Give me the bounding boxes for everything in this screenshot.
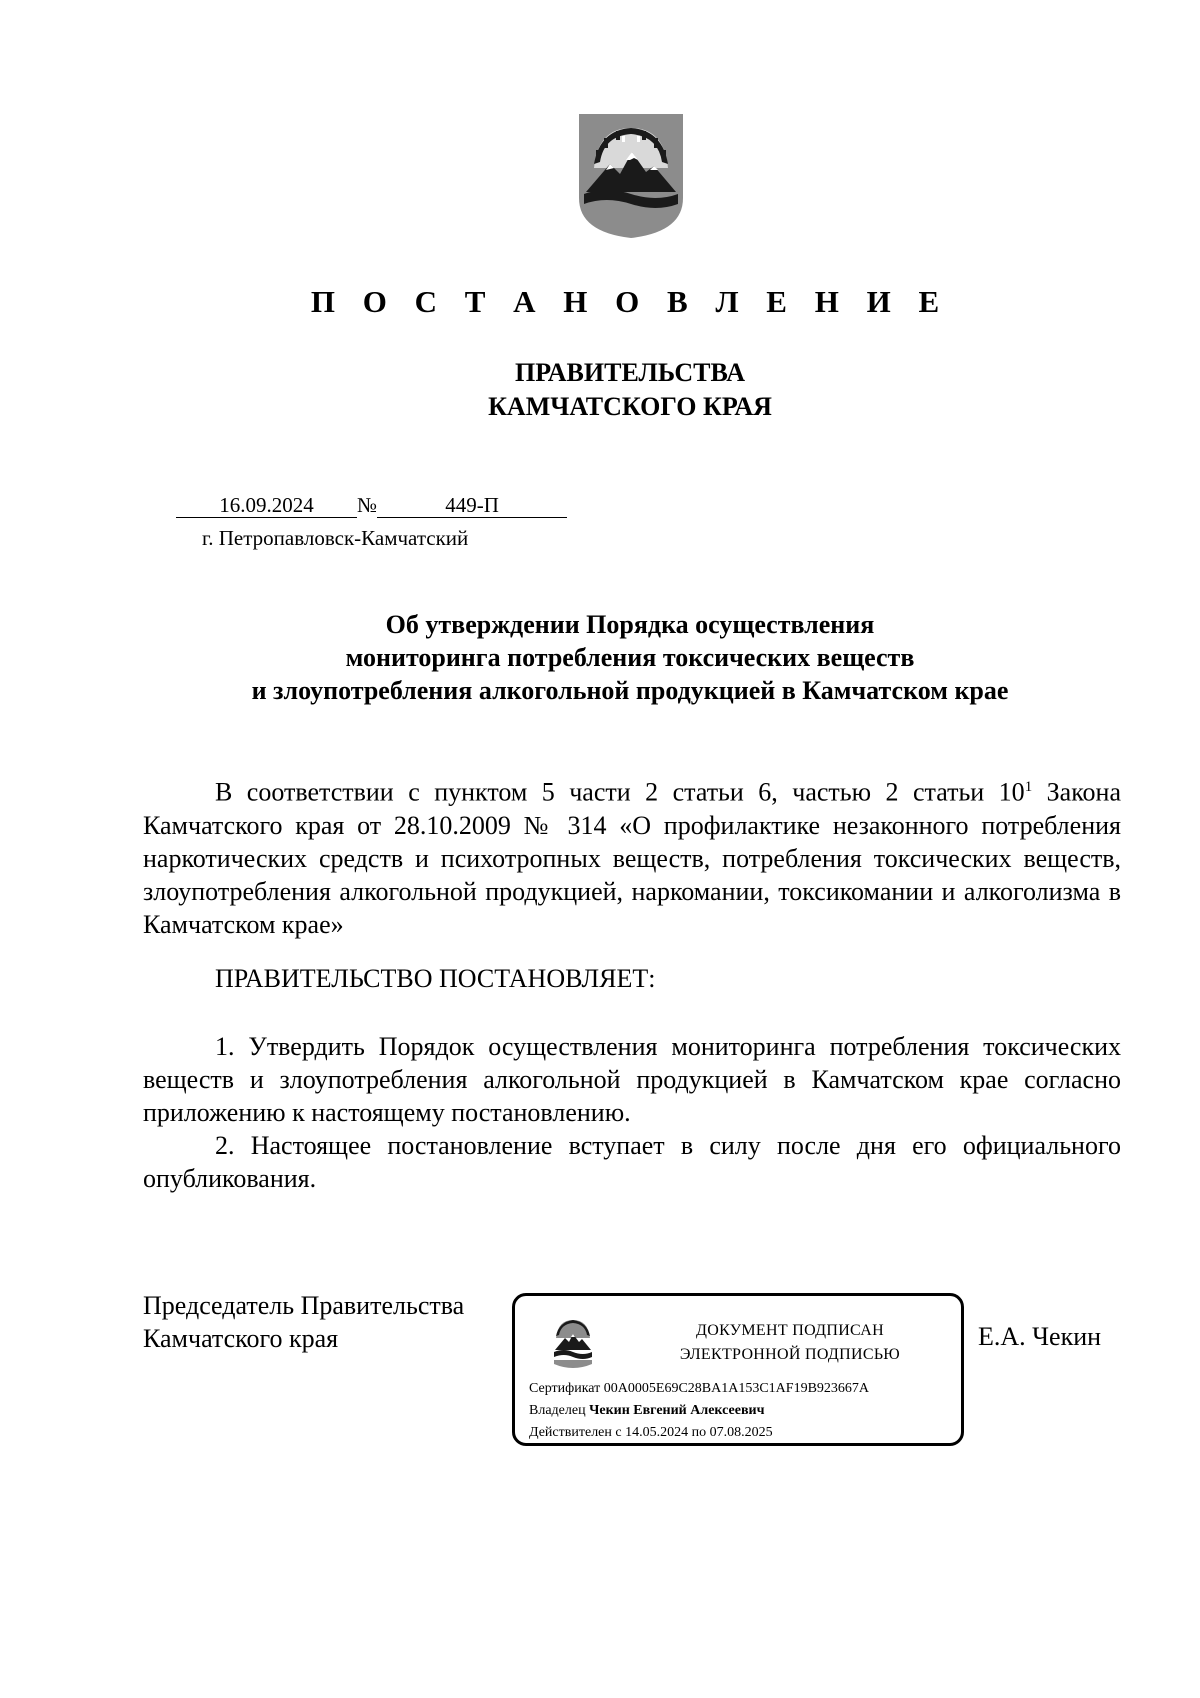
stamp-title-line-2: ЭЛЕКТРОННОЙ ПОДПИСЬЮ [679, 1346, 901, 1363]
stamp-title-line-1: ДОКУМЕНТ ПОДПИСАН [696, 1322, 884, 1339]
city: г. Петропавловск-Камчатский [202, 526, 469, 550]
stamp-certificate [529, 1381, 869, 1397]
stamp-owner-label: Владелец [529, 1403, 586, 1418]
signer-position [143, 1289, 464, 1355]
stamp-valid-label: Действителен с [529, 1425, 622, 1440]
document-type-title: П О С Т А Н О В Л Е Н И Е [310, 284, 950, 319]
stamp-coat-of-arms-icon [552, 1316, 594, 1372]
stamp-valid-from: 14.05.2024 [625, 1425, 689, 1440]
document-number: 449-П [377, 493, 567, 518]
stamp-owner-value: Чекин Евгений Алексеевич [589, 1403, 765, 1418]
stamp-owner [529, 1403, 764, 1419]
stamp-cert-label: Сертификат [529, 1381, 601, 1396]
coat-of-arms-icon [576, 110, 686, 240]
preamble-text: В соответствии с пунктом 5 части 2 статьи 6, частью 2 статьи 10 [215, 777, 1025, 807]
preamble-superscript: 1 [1024, 779, 1033, 795]
authority-line-1: ПРАВИТЕЛЬСТВА [515, 358, 745, 387]
electronic-signature-stamp [512, 1293, 964, 1446]
stamp-title [625, 1319, 955, 1367]
clauses [143, 1030, 1121, 1195]
stamp-valid-to: 07.08.2025 [709, 1425, 773, 1440]
number-sign: № [357, 493, 378, 517]
signer-name: Е.А. Чекин [978, 1322, 1102, 1351]
subject-line-2: мониторинга потребления токсических веществ [345, 643, 915, 672]
issuing-authority [0, 356, 1200, 424]
authority-line-2: КАМЧАТСКОГО КРАЯ [488, 392, 772, 421]
subject-line-1: Об утверждении Порядка осуществления [385, 610, 875, 639]
clause-2: 2. Настоящее постановление вступает в силу после дня его официального опубликования. [143, 1131, 1121, 1193]
preamble-paragraph [143, 771, 1121, 941]
signer-position-line-2: Камчатского края [143, 1324, 339, 1353]
stamp-validity [529, 1425, 773, 1441]
stamp-cert-value: 00A0005E69C28BA1A153C1AF19B923667A [603, 1381, 870, 1396]
decree-statement: ПРАВИТЕЛЬСТВО ПОСТАНОВЛЯЕТ: [215, 964, 656, 993]
subject-line-3: и злоупотребления алкогольной продукцией в Камчатском крае [251, 676, 1009, 705]
signer-position-line-1: Председатель Правительства [143, 1291, 465, 1320]
preamble-text-cont: Закона Камчатского края от 28.10.2009 № 314 «О профилактике незаконного потребления наркотических средств и психотропных веществ, потребления токсических веществ, злоупотребления алкогольной продукцией, наркомании, токсикомании и алкоголизма в Камчатском крае» [143, 777, 1121, 939]
document-subject [130, 608, 1130, 707]
clause-1: 1. Утвердить Порядок осуществления мониторинга потребления токсических веществ и злоупотребления алкогольной продукцией в Камчатском крае согласно приложению к настоящему постановлению. [143, 1032, 1121, 1127]
stamp-valid-to-label: по [691, 1425, 707, 1440]
document-date: 16.09.2024 [176, 493, 357, 518]
registration-line [176, 493, 567, 518]
